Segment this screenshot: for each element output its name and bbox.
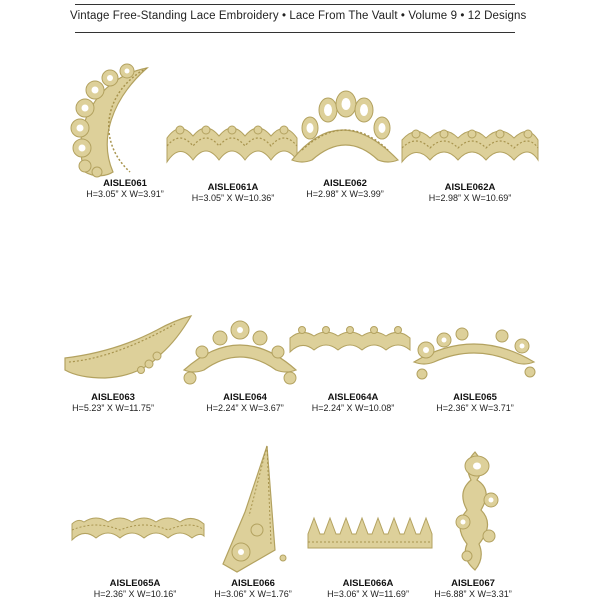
design-code: AISLE066A	[342, 578, 394, 589]
design-dimensions: H=3.06” X W=11.69”	[327, 589, 409, 599]
design-dimensions: H=3.05” X W=10.36”	[191, 193, 275, 203]
header-top-rule	[75, 4, 515, 5]
design-code: AISLE066	[231, 578, 275, 589]
design-aisle062	[280, 60, 420, 210]
design-dimensions: H=2.24” X W=3.67”	[206, 403, 284, 413]
design-code: AISLE062A	[444, 182, 496, 193]
design-code: AISLE064	[223, 392, 267, 403]
page-title: Vintage Free-Standing Lace Embroidery • Lace From The Vault • Volume 9 • 12 Designs	[70, 10, 527, 22]
design-dimensions: H=3.05” X W=3.91”	[86, 189, 164, 199]
design-code: AISLE063	[91, 392, 135, 403]
design-dimensions: H=2.98” X W=3.99”	[306, 189, 384, 199]
design-dimensions: H=5.23” X W=11.75”	[72, 403, 154, 413]
design-code: AISLE065	[453, 392, 497, 403]
design-dimensions: H=2.36” X W=3.71”	[436, 403, 514, 413]
design-code: AISLE067	[451, 578, 495, 589]
design-aisle063	[45, 300, 185, 430]
design-aisle065	[410, 300, 550, 430]
design-dimensions: H=3.06” X W=1.76”	[214, 589, 292, 599]
design-code: AISLE065A	[109, 578, 161, 589]
design-code: AISLE061A	[207, 182, 259, 193]
design-code: AISLE061	[103, 178, 147, 189]
design-aisle062a	[400, 60, 540, 210]
design-dimensions: H=2.24” X W=10.08”	[311, 403, 395, 413]
design-code: AISLE062	[323, 178, 367, 189]
design-dimensions: H=2.36” X W=10.16”	[93, 589, 177, 599]
design-dimensions: H=6.88” X W=3.31”	[434, 589, 512, 599]
header-bottom-rule	[75, 32, 515, 33]
design-code: AISLE064A	[327, 392, 379, 403]
design-aisle067	[405, 440, 545, 600]
design-dimensions: H=2.98” X W=10.69”	[428, 193, 512, 203]
lace-floral-vertical-image	[405, 440, 545, 600]
